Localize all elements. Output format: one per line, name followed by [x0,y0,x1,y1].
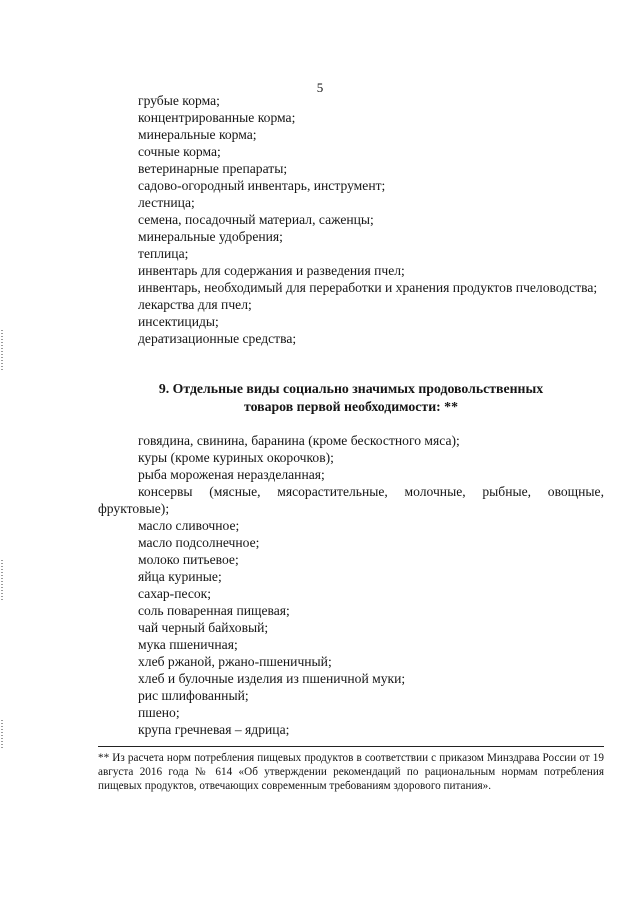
list-item: садово-огородный инвентарь, инструмент; [138,178,386,193]
list-item: сахар-песок; [138,586,212,601]
list-item: минеральные корма; [138,127,257,142]
footnote: ** Из расчета норм потребления пищевых продуктов в соответствии с приказом Минздрава России от 19 августа 2016 года № 614 «Об утверждении рекомендаций по рациональным нормам потребления пищевых продуктов, отвечающих современным требованиям здорового питания». [98,752,604,793]
list-item: лекарства для пчел; [138,297,252,312]
section-heading-line-1: 9. Отдельные виды социально значимых продовольственных [158,381,544,396]
list-item: рыба мороженая неразделанная; [138,467,325,482]
list-item: мука пшеничная; [138,637,238,652]
list-item: теплица; [138,246,189,261]
section-heading-line-2: товаров первой необходимости: ** [244,399,458,414]
list-item: инвентарь для содержания и разведения пчел; [138,263,405,278]
page-number: 5 [316,80,324,95]
list-item: сочные корма; [138,144,221,159]
list-item: лестница; [138,195,195,210]
list-item: яйца куриные; [138,569,222,584]
list-item: рис шлифованный; [138,688,249,703]
list-item: масло сливочное; [138,518,240,533]
list-item: семена, посадочный материал, саженцы; [138,212,374,227]
footnote-separator [98,746,604,747]
section-heading [98,380,604,416]
list-item: говядина, свинина, баранина (кроме бескостного мяса); [138,433,460,448]
scan-edge-mark [1,330,3,370]
list-item: консервы (мясные, мясорастительные, молочные, рыбные, овощные, фруктовые); [98,484,604,516]
list-item: минеральные удобрения; [138,229,283,244]
food-products-list [98,432,604,738]
list-item: пшено; [138,705,180,720]
list-item: инвентарь, необходимый для переработки и хранения продуктов пчеловодства; [138,280,598,295]
list-item: грубые корма; [138,93,220,108]
list-item: молоко питьевое; [138,552,239,567]
list-item: ветеринарные препараты; [138,161,288,176]
supplies-list [98,92,604,347]
list-item: хлеб ржаной, ржано-пшеничный; [138,654,332,669]
scan-edge-mark [1,560,3,600]
list-item: инсектициды; [138,314,219,329]
list-item: куры (кроме куриных окорочков); [138,450,334,465]
list-item: концентрированные корма; [138,110,296,125]
list-item: крупа гречневая – ядрица; [138,722,290,737]
list-item: хлеб и булочные изделия из пшеничной муки; [138,671,406,686]
list-item: дератизационные средства; [138,331,297,346]
list-item: масло подсолнечное; [138,535,260,550]
list-item: соль поваренная пищевая; [138,603,290,618]
list-item: чай черный байховый; [138,620,269,635]
scan-edge-mark [1,720,3,750]
